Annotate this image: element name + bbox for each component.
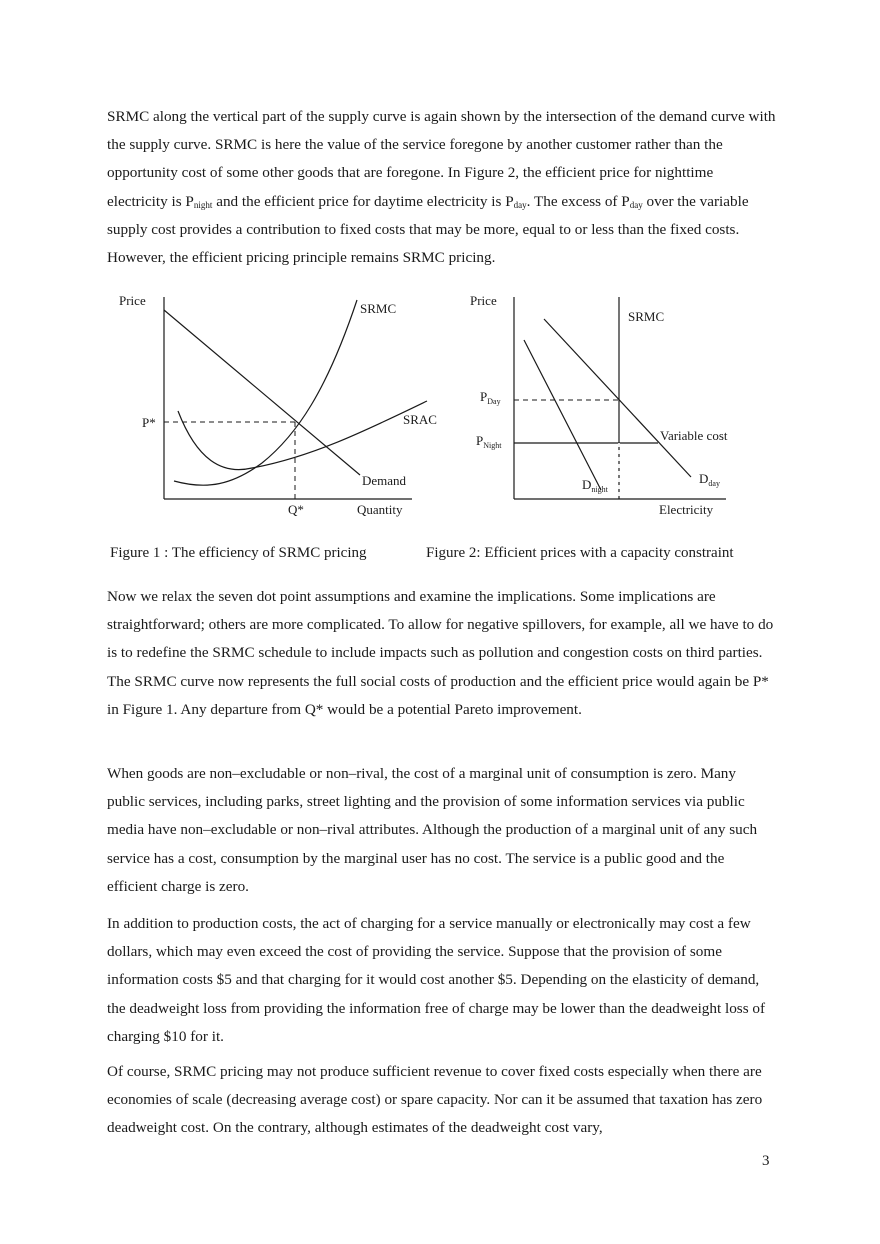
paragraph-1 [107, 103, 777, 272]
figure-1-caption: Figure 1 : The efficiency of SRMC pricing [110, 545, 367, 561]
d-night-sub: night [591, 485, 608, 494]
d-night-base: D [582, 477, 592, 492]
p-day-base: P [480, 389, 488, 404]
subscript: day [513, 199, 527, 210]
d-day-label [699, 471, 720, 488]
x-axis-label: Quantity [357, 502, 403, 517]
text: and the efficient price for daytime electricity is P [212, 192, 514, 210]
d-day-base: D [699, 471, 709, 486]
p-night-sub: Night [483, 441, 502, 450]
p-day-label [480, 389, 501, 406]
text: over the variable supply cost provides a contribution to fixed costs that may be more, equal to or less than the fixed costs. However, the efficient pricing principle remains SRMC pricing. [107, 192, 749, 267]
p-star-label: P* [142, 415, 156, 430]
paragraph-4: In addition to production costs, the act of charging for a service manually or electronically may cost a few dollars, which may even exceed the cost of providing the service. Suppose that the provision of some information costs $5 and that charging for it would cost another $5. Depending on the elasticity of demand, the deadweight loss from providing the information free of charge may be lower than the deadweight loss of charging $10 for it. [107, 915, 766, 1045]
night-demand-curve [524, 340, 601, 490]
paragraph-3: When goods are non–excludable or non–rival, the cost of a marginal unit of consumption is zero. Many public services, including parks, street lighting and the provision of some information services via public media have non–excludable or non–rival attributes. Although the production of a marginal unit of any such service has a cost, consumption by the marginal user has no cost. The service is a public good and the efficient charge is zero. [107, 765, 758, 895]
text: . The excess of P [526, 192, 630, 210]
q-star-label: Q* [288, 502, 304, 517]
demand-label: Demand [362, 473, 407, 488]
p-day-sub: Day [487, 397, 501, 406]
figure-2-capacity-constraint [466, 285, 746, 525]
srac-curve [178, 401, 427, 470]
figure-1-srmc-efficiency [112, 285, 442, 525]
d-day-sub: day [708, 479, 720, 488]
paragraph-2: Now we relax the seven dot point assumptions and examine the implications. Some implications are straightforward; others are more complicated. To allow for negative spillovers, for example, all we have to do is to redefine the SRMC schedule to include impacts such as pollution and congestion costs on third parties. The SRMC curve now represents the full social costs of production and the efficient price would again be P* in Figure 1. Any departure from Q* would be a potential Pareto improvement. [107, 588, 774, 718]
y-axis-label: Price [470, 293, 497, 308]
srac-label: SRAC [403, 412, 437, 427]
text: SRMC along the vertical part of the supply curve is again shown by the intersection of the demand curve with the supply curve. SRMC is here the value of the service foregone by another customer rather than the opportunity cost of some other goods that are foregone. In Figure 2, the efficient price for nighttime electricity is P [107, 108, 776, 210]
x-axis-label: Electricity [659, 502, 714, 517]
figure-2-diagram [466, 285, 746, 525]
subscript: night [193, 199, 213, 210]
p-night-base: P [476, 433, 484, 448]
subscript: day [629, 199, 643, 210]
figure-2-caption: Figure 2: Efficient prices with a capacity constraint [426, 545, 734, 561]
demand-curve [164, 310, 360, 475]
srmc-label: SRMC [360, 301, 397, 316]
paragraph-5: Of course, SRMC pricing may not produce sufficient revenue to cover fixed costs especially when there are economies of scale (decreasing average cost) or spare capacity. Nor can it be assumed that taxation has zero deadweight cost. On the contrary, although estimates of the deadweight cost vary, [107, 1063, 763, 1137]
figure-1-diagram [112, 285, 442, 525]
page-number: 3 [762, 1153, 770, 1169]
day-demand-curve [544, 319, 691, 477]
capacity-srmc-label: SRMC [628, 309, 665, 324]
srmc-curve [174, 300, 357, 485]
y-axis-label: Price [119, 293, 146, 308]
p-night-label [476, 433, 502, 450]
variable-cost-label: Variable cost [660, 428, 728, 443]
